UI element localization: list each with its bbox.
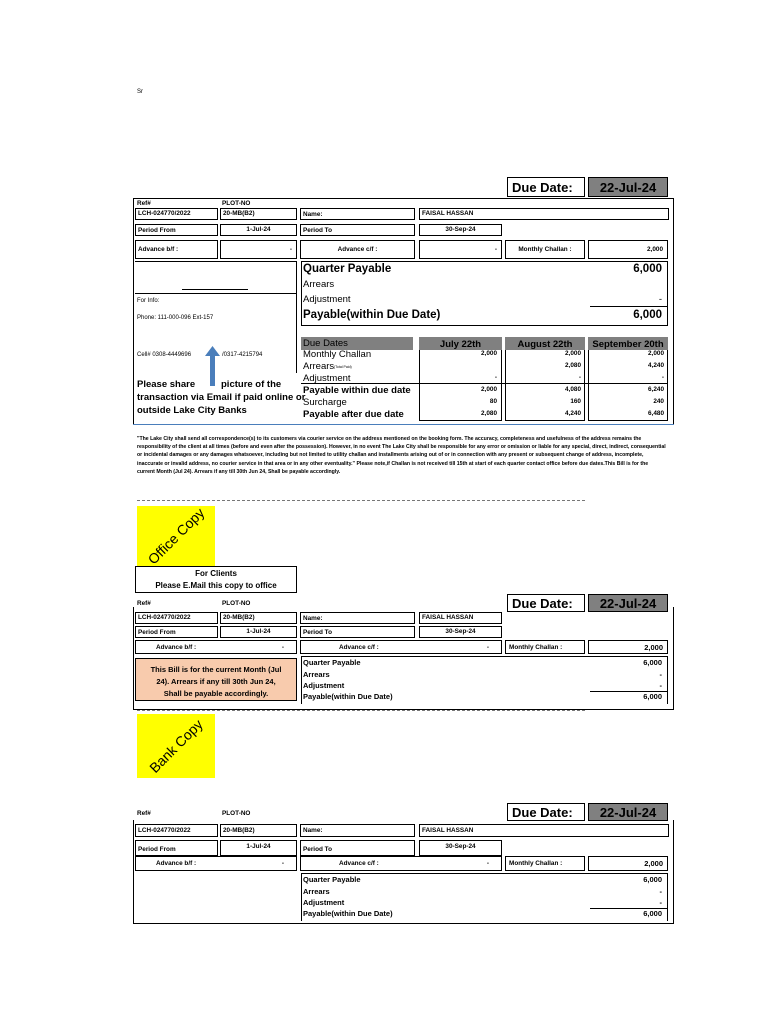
office-plot-label: PLOT-NO <box>222 600 251 607</box>
plot-label: PLOT-NO <box>222 200 251 207</box>
office-adjustment-value: - <box>659 681 662 690</box>
office-payable-value: 6,000 <box>643 692 662 701</box>
cell-text: Cell# 0308-4449696 <box>137 352 192 358</box>
schedule-cell: 6,240 <box>648 386 664 393</box>
bank-period-from-value: 1-Jul-24 <box>220 840 297 856</box>
office-quarter-payable-label: Quarter Payable <box>303 658 361 667</box>
blue-rule <box>133 424 674 425</box>
schedule-divider <box>301 383 668 384</box>
phone-text: Phone: 111-000-096 Ext-157 <box>137 315 214 321</box>
office-bill-note <box>135 658 297 701</box>
schedule-cell: 2,000 <box>481 350 497 357</box>
signature-line <box>182 289 248 290</box>
summary-box-left <box>301 261 302 326</box>
office-due-date-value: 22-Jul-24 <box>588 594 668 612</box>
office-arrears-value: - <box>659 670 662 679</box>
cut-line <box>137 500 585 501</box>
schedule-row-note: (Total Paid) <box>334 365 352 369</box>
cut-line-2 <box>137 710 585 711</box>
office-name-label: Name: <box>300 612 415 624</box>
office-plot-value: 20-MB(B2) <box>220 612 297 624</box>
ref-value: LCH-024770/2022 <box>135 208 218 220</box>
office-adjustment-label: Adjustment <box>303 681 345 690</box>
schedule-cell: 240 <box>653 398 664 405</box>
schedule-header-2: August 22th <box>505 337 585 350</box>
due-date-label: Due Date: <box>507 177 585 197</box>
bank-period-from-label: Period From <box>135 840 218 856</box>
monthly-challan-label: Monthly Challan : <box>505 240 585 259</box>
bank-monthly-challan-label: Monthly Challan : <box>505 856 585 871</box>
schedule-row-label: Payable after due date <box>303 409 404 420</box>
office-name-value: FAISAL HASSAN <box>419 612 502 624</box>
office-period-to-value: 30-Sep-24 <box>419 626 502 638</box>
quarter-payable-value: 6,000 <box>633 263 662 275</box>
share-line-3: outside Lake City Banks <box>137 405 247 416</box>
bank-due-date-label: Due Date: <box>507 803 585 821</box>
schedule-cell: 2,000 <box>565 350 581 357</box>
schedule-row-label: Arrears <box>303 361 335 372</box>
bank-payable-label: Payable(within Due Date) <box>303 909 393 918</box>
office-period-to-label: Period To <box>300 626 415 638</box>
bank-plot-label: PLOT-NO <box>222 810 251 817</box>
schedule-header-1: July 22th <box>419 337 502 350</box>
payable-value: 6,000 <box>633 309 662 321</box>
office-advance-cf-value: - <box>486 644 489 651</box>
schedule-cell: - <box>494 374 497 381</box>
for-clients-text: For Clients <box>195 569 237 578</box>
name-label: Name: <box>300 208 415 220</box>
bank-copy-stamp <box>137 714 215 778</box>
bank-monthly-challan-value: 2,000 <box>588 856 668 871</box>
schedule-header-3: September 20th <box>588 337 668 350</box>
bank-advance-cf-value: - <box>486 860 489 867</box>
schedule-cell: - <box>661 374 664 381</box>
adjustment-label: Adjustment <box>303 294 351 305</box>
schedule-row-label: Payable within due date <box>303 385 411 396</box>
bank-copy-stamp-text: Bank Copy <box>146 716 206 776</box>
schedule-header-0: Due Dates <box>303 338 348 349</box>
office-period-from-value: 1-Jul-24 <box>220 626 297 638</box>
bank-plot-value: 20-MB(B2) <box>220 824 297 837</box>
office-monthly-challan-value: 2,000 <box>588 640 668 654</box>
bank-advance-cf-box <box>300 856 502 871</box>
office-ref-label: Ref# <box>137 600 151 607</box>
schedule-cell: 4,080 <box>565 386 581 393</box>
office-advance-bf-label-text: Advance b/f : <box>156 644 197 651</box>
bank-advance-bf-box <box>135 856 297 871</box>
bank-name-label: Name: <box>300 824 415 837</box>
bank-quarter-payable-label: Quarter Payable <box>303 875 361 884</box>
bank-advance-bf-label: Advance b/f : <box>156 860 197 867</box>
schedule-cell: 4,240 <box>648 362 664 369</box>
office-due-date-label: Due Date: <box>507 594 585 612</box>
advance-bf-label: Advance b/f : <box>135 240 218 259</box>
cell-text-2: /0317-4215794 <box>222 352 263 358</box>
schedule-cell: 160 <box>570 398 581 405</box>
period-from-label: Period From <box>135 224 218 236</box>
schedule-cell: 2,000 <box>648 350 664 357</box>
bank-adjustment-label: Adjustment <box>303 898 345 907</box>
email-note-text: Please E.Mail this copy to office <box>155 581 277 590</box>
schedule-cell: 80 <box>489 398 497 405</box>
schedule-cell: 2,080 <box>565 362 581 369</box>
period-to-value: 30-Sep-24 <box>419 224 502 236</box>
schedule-cell: 2,000 <box>481 386 497 393</box>
bank-adjustment-value: - <box>659 898 662 907</box>
schedule-cell: - <box>578 374 581 381</box>
schedule-cell: 6,480 <box>648 410 664 417</box>
bank-arrears-value: - <box>659 887 662 896</box>
bank-payable-value: 6,000 <box>643 909 662 918</box>
bank-quarter-payable-value: 6,000 <box>643 875 662 884</box>
office-arrears-label: Arrears <box>303 670 330 679</box>
disclaimer-text: "The Lake City shall send all correspondence(s) to its customers via courier service on the address mentioned on the booking form. The accuracy, completeness and usefulness of the address remains the responsibility of the client at all times (before and even after the possession). However, in no event The Lake City shall be responsible for any error or omission or liable for any special, direct, indirect, consequential or incidental damages or any damages whatsoever, including but not limited to utility challan and installments arising out of or in connection with any present or subsequent change of address, incomplete, inaccurate or invalid address, no courier service in that area or in any other eventuality." Please note,if Challan is not received till 15th at start of each quarter contact office before due dates.This Bill is for the current Month (Jul 24). Arrears if any till 30th Jun 24, Shall be payable accordingly. <box>137 436 666 475</box>
advance-cf-label: Advance c/f : <box>300 240 415 259</box>
office-monthly-challan-label: Monthly Challan : <box>505 640 585 654</box>
arrears-label: Arrears <box>303 279 335 290</box>
bank-ref-label: Ref# <box>137 810 151 817</box>
info-divider <box>135 293 297 294</box>
summary-box <box>301 261 668 326</box>
office-advance-bf-label <box>135 640 297 654</box>
office-copy-stamp <box>137 506 215 566</box>
bank-name-value: FAISAL HASSAN <box>419 824 669 837</box>
office-quarter-payable-value: 6,000 <box>643 658 662 667</box>
arrow-up-icon <box>205 346 220 386</box>
bank-advance-bf-value: - <box>281 860 284 867</box>
office-ref-value: LCH-024770/2022 <box>135 612 218 624</box>
schedule-row-label: Adjustment <box>303 373 351 384</box>
for-info-label: For Info: <box>137 298 160 304</box>
office-copy-stamp-text: Office Copy <box>144 504 208 568</box>
plot-value: 20-MB(B2) <box>220 208 297 220</box>
quarter-payable-label: Quarter Payable <box>303 263 392 275</box>
bank-advance-cf-label: Advance c/f : <box>339 860 379 867</box>
name-value: FAISAL HASSAN <box>419 208 669 220</box>
schedule-row-label: Monthly Challan <box>303 349 372 360</box>
office-advance-cf-label <box>300 640 502 654</box>
adjustment-value: - <box>658 294 662 305</box>
office-advance-bf-value: - <box>281 644 284 651</box>
monthly-challan-value: 2,000 <box>588 240 668 259</box>
due-date-value: 22-Jul-24 <box>588 177 668 197</box>
schedule-cell: 4,240 <box>565 410 581 417</box>
bank-arrears-label: Arrears <box>303 887 330 896</box>
schedule-row-label: Surcharge <box>303 397 347 408</box>
office-bill-note-text: This Bill is for the current Month (Jul 24). Arrears if any till 30th Jun 24, Shall be payable accordingly. <box>150 665 282 698</box>
share-line-2: transaction via Email if paid online or <box>137 392 306 403</box>
office-payable-label: Payable(within Due Date) <box>303 692 393 701</box>
share-line-1b: picture of the <box>221 379 282 390</box>
period-to-label: Period To <box>300 224 415 236</box>
office-advance-cf-label-text: Advance c/f : <box>339 644 379 651</box>
office-period-from-label: Period From <box>135 626 218 638</box>
corner-mark: Sr <box>137 89 143 95</box>
ref-label: Ref# <box>137 200 151 207</box>
bank-period-to-label: Period To <box>300 840 415 856</box>
advance-bf-value: - <box>220 240 297 259</box>
bank-ref-value: LCH-024770/2022 <box>135 824 218 837</box>
bank-period-to-value: 30-Sep-24 <box>419 840 502 856</box>
payable-label: Payable(within Due Date) <box>303 309 441 321</box>
bank-due-date-value: 22-Jul-24 <box>588 803 668 821</box>
schedule-cell: 2,080 <box>481 410 497 417</box>
advance-cf-value: - <box>419 240 502 259</box>
share-line-1: Please share <box>137 379 196 390</box>
period-from-value: 1-Jul-24 <box>220 224 297 236</box>
